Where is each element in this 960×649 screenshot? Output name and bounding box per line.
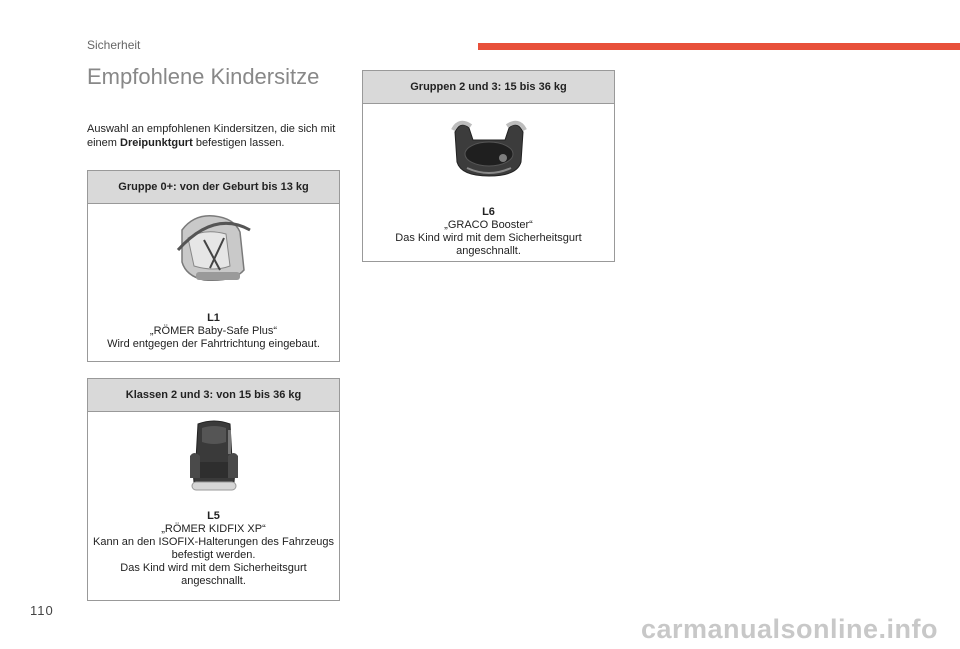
card-heading: Gruppe 0+: von der Geburt bis 13 kg [88, 171, 339, 204]
section-accent-bar [478, 43, 960, 50]
intro-bold-term: Dreipunktgurt [120, 137, 193, 149]
intro-text-after: befestigen lassen. [192, 137, 285, 149]
card-text [363, 206, 614, 258]
intro-paragraph [87, 122, 347, 150]
booster-cushion-icon [451, 118, 527, 182]
card-text [88, 510, 339, 588]
card-heading: Klassen 2 und 3: von 15 bis 36 kg [88, 379, 339, 412]
booster-seat-with-back-icon [184, 420, 244, 496]
seat-note: Das Kind wird mit dem Sicherheitsgurt angeschnallt. [395, 232, 582, 257]
child-seat-image [88, 204, 339, 312]
section-label: Sicherheit [87, 38, 141, 52]
card-text [88, 312, 339, 351]
seat-code: L1 [207, 312, 220, 324]
seat-model: „RÖMER KIDFIX XP“ [161, 523, 266, 535]
seat-note: Das Kind wird mit dem Sicherheitsgurt angeschnallt. [120, 562, 307, 587]
seat-note: Wird entgegen der Fahrtrichtung eingebaut. [107, 338, 320, 350]
child-seat-card-l6 [362, 70, 615, 262]
card-heading: Gruppen 2 und 3: 15 bis 36 kg [363, 71, 614, 104]
child-seat-image [363, 104, 614, 206]
seat-code: L5 [207, 510, 220, 522]
infant-carrier-icon [174, 210, 254, 288]
child-seat-card-l5 [87, 378, 340, 601]
seat-note: Kann an den ISOFIX-Halterungen des Fahrzeugs befestigt werden. [93, 536, 334, 561]
seat-model: „RÖMER Baby-Safe Plus“ [149, 325, 278, 337]
child-seat-image [88, 412, 339, 510]
seat-code: L6 [482, 206, 495, 218]
watermark: carmanualsonline.info [640, 614, 938, 644]
page-number: 110 [30, 603, 54, 618]
intro-text-before: Auswahl an empfohlenen Kindersitzen, die sich mit einem [87, 123, 336, 149]
page-title: Empfohlene Kindersitze [87, 64, 320, 89]
child-seat-card-l1 [87, 170, 340, 362]
seat-model: „GRACO Booster“ [444, 219, 533, 231]
